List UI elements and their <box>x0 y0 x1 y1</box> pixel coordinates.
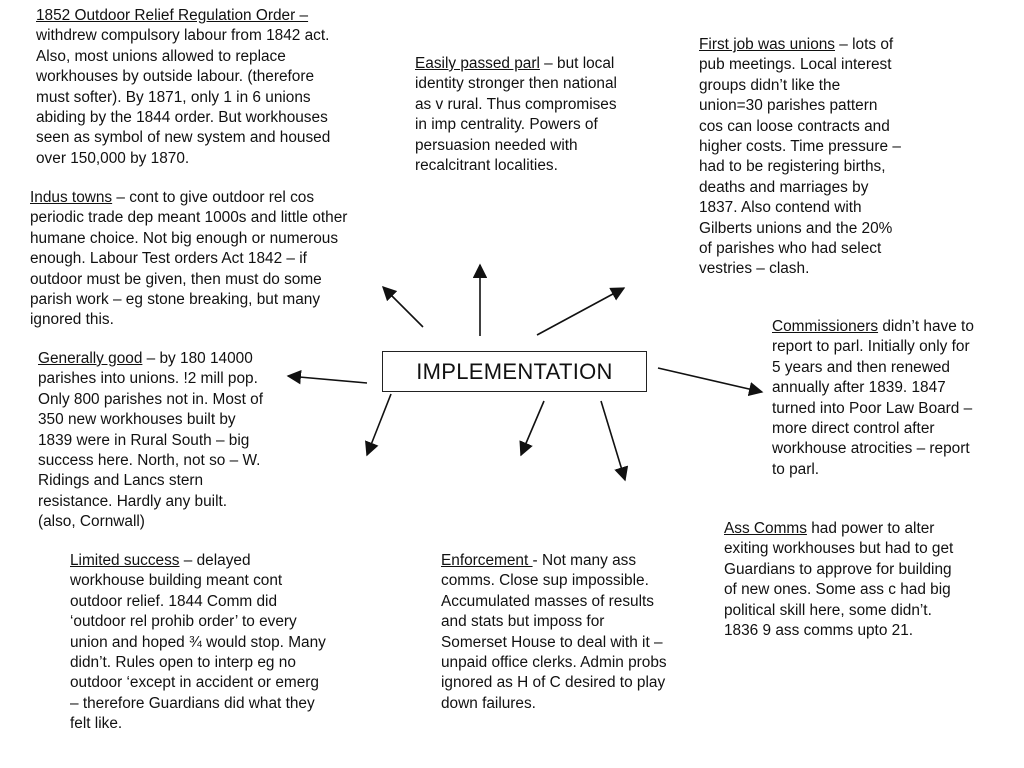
arrow-to-generally <box>288 376 367 383</box>
note-indus-towns <box>30 188 347 331</box>
note-generally-heading: Generally good <box>38 350 143 367</box>
note-limited-body: – delayed workhouse building meant cont outdoor relief. 1844 Comm did ‘outdoor rel prohib order’ to every union and hoped ¾ would stop. Many didn’t. Rules open to interp eg no outdoor ‘except in accident or emerg – therefore Guardians did what they felt like. <box>70 552 326 733</box>
note-ass-comms-body: had power to alter exiting workhouses but had to get Guardians to approve for building of new ones. Some ass c had big political skill here, some didn’t. 1836 9 ass comms upto 21. <box>724 520 954 640</box>
central-topic-label: IMPLEMENTATION <box>416 358 613 384</box>
note-parl <box>415 54 617 176</box>
note-commissioners-body: didn’t have to report to parl. Initially only for 5 years and then renewed annually after 1839. 1847 turned into Poor Law Board – more direct control after workhouse atrocities – report to parl. <box>772 318 974 478</box>
note-generally-good <box>38 349 263 533</box>
note-generally-body: – by 180 14000 parishes into unions. !2 mill pop. Only 800 parishes not in. Most of 350 new workhouses built by 1839 were in Rural South – big success here. North, not so – W. Ridings and Lancs stern resistance. Hardly any built. (also, Cornwall) <box>38 350 263 531</box>
note-indus-body: – cont to give outdoor rel cos periodic trade dep meant 1000s and little other humane choice. Not big enough or numerous enough. Labour Test orders Act 1842 – if outdoor must be given, then must do some parish work – eg stone breaking, but many ignored this. <box>30 189 348 329</box>
note-regulation-body: withdrew compulsory labour from 1842 act. Also, most unions allowed to replace workhouses by outside labour. (therefore must softer). By 1871, only 1 in 6 unions abiding by the 1844 order. But workhouses seen as symbol of new system and housed over 150,000 by 1870. <box>36 27 331 167</box>
note-enforcement-heading: Enforcement <box>441 552 533 569</box>
note-regulation-order <box>36 6 330 169</box>
note-limited-heading: Limited success <box>70 552 180 569</box>
note-commissioners-heading: Commissioners <box>772 318 879 335</box>
note-ass-comms-heading: Ass Comms <box>724 520 807 537</box>
note-enforcement <box>441 551 667 714</box>
note-enforcement-body: - Not many ass comms. Close sup impossible. Accumulated masses of results and stats but imposs for Somerset House to deal with it – unpaid office clerks. Admin probs ignored as H of C desired to play down failures. <box>441 552 667 712</box>
arrow-to-indus <box>383 287 423 327</box>
note-commissioners <box>772 317 974 480</box>
arrow-to-commissioners <box>658 368 762 392</box>
note-parl-heading: Easily passed parl <box>415 55 540 72</box>
central-topic-box <box>382 351 647 392</box>
note-ass-comms <box>724 519 953 641</box>
arrow-to-limited <box>367 394 391 455</box>
note-first-job-body: – lots of pub meetings. Local interest groups didn’t like the union=30 parishes pattern cos can loose contracts and higher costs. Time pressure – had to be registering births, deaths and marriages by 1837. Also contend with Gilberts unions and the 20% of parishes who had select vestries – clash. <box>699 36 901 278</box>
note-parl-body: – but local identity stronger then national as v rural. Thus compromises in imp centrality. Powers of persuasion needed with recalcitrant localities. <box>415 55 617 175</box>
note-first-job-heading: First job was unions <box>699 36 836 53</box>
note-limited-success <box>70 551 326 735</box>
arrow-to-firstjob <box>537 288 624 335</box>
arrow-to-enforcement <box>521 401 544 455</box>
arrow-to-asscomms <box>601 401 625 480</box>
note-indus-heading: Indus towns <box>30 189 113 206</box>
note-first-job <box>699 35 901 280</box>
note-regulation-heading: 1852 Outdoor Relief Regulation Order – <box>36 7 309 24</box>
